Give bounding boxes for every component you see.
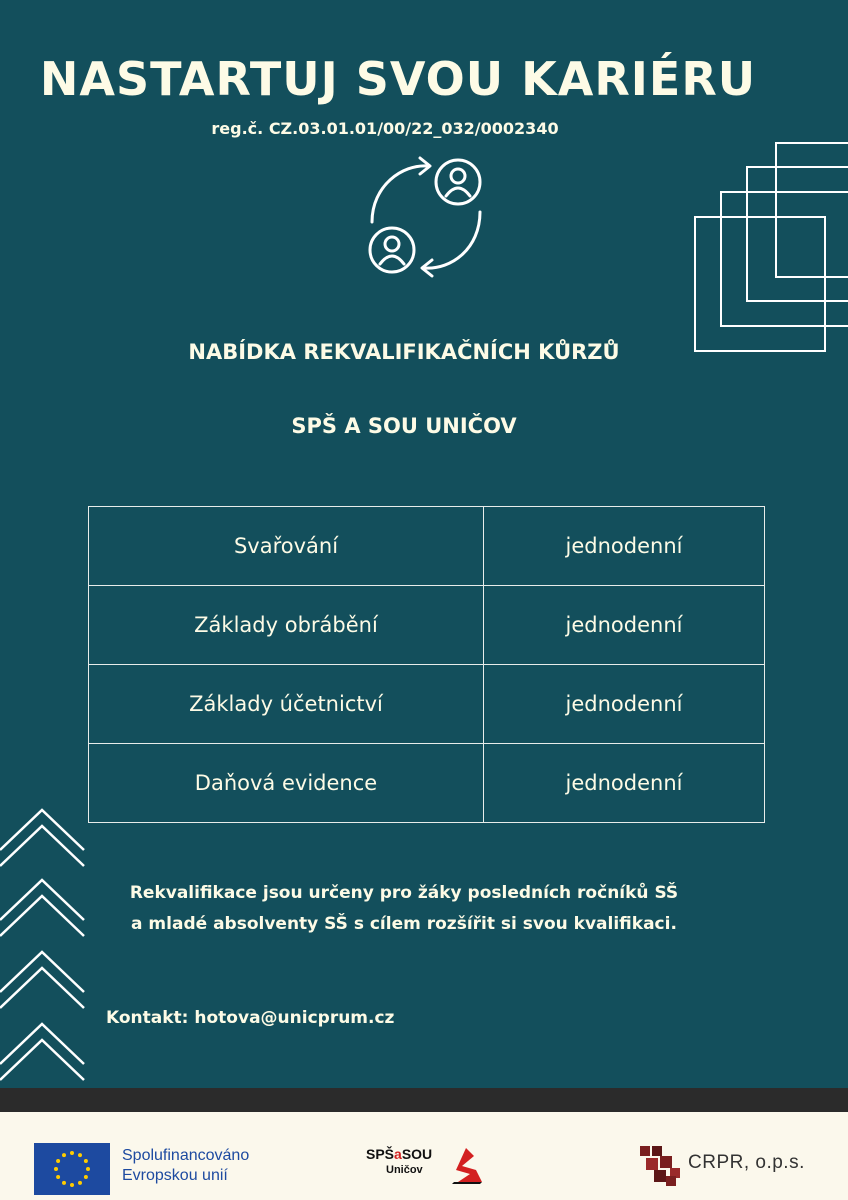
- school-heading: SPŠ A SOU UNIČOV: [291, 414, 517, 438]
- sps-logo-mark-icon: [452, 1148, 484, 1184]
- eu-flag-icon: [34, 1143, 110, 1195]
- course-duration: jednodenní: [484, 586, 765, 665]
- registration-number: reg.č. CZ.03.01.01/00/22_032/0002340: [211, 119, 559, 138]
- eu-star: [84, 1175, 88, 1179]
- page-title: NASTARTUJ SVOU KARIÉRU: [39, 52, 757, 106]
- courses-table: [88, 506, 765, 823]
- people-exchange-icon: [362, 156, 490, 280]
- footer: [0, 1112, 848, 1200]
- table-row: [89, 586, 765, 665]
- sps-logo-city: Uničov: [386, 1164, 423, 1176]
- description-line: Rekvalifikace jsou určeny pro žáky posledních ročníků SŠ: [129, 883, 679, 903]
- eu-star: [62, 1181, 66, 1185]
- course-name: Daňová evidence: [89, 744, 484, 823]
- sps-sou-logo: [366, 1146, 486, 1186]
- eu-star: [56, 1159, 60, 1163]
- eu-star: [78, 1153, 82, 1157]
- description: [0, 878, 808, 940]
- eu-text-line: Spolufinancováno: [122, 1147, 250, 1164]
- eu-star: [54, 1167, 58, 1171]
- offer-heading: NABÍDKA REKVALIFIKAČNÍCH KŮRZŮ: [188, 340, 620, 364]
- course-duration: jednodenní: [484, 744, 765, 823]
- eu-text-line: Evropskou unií: [122, 1167, 228, 1184]
- divider-bar: [0, 1088, 848, 1112]
- sps-logo-name: SPŠaSOU: [366, 1146, 433, 1162]
- eu-star: [78, 1181, 82, 1185]
- course-name: Svařování: [89, 507, 484, 586]
- contact-email: Kontakt: hotova@unicprum.cz: [106, 1008, 395, 1028]
- table-row: [89, 665, 765, 744]
- table-row: [89, 744, 765, 823]
- course-duration: jednodenní: [484, 507, 765, 586]
- eu-star: [84, 1159, 88, 1163]
- course-name: Základy účetnictví: [89, 665, 484, 744]
- crpr-logo-icon: [640, 1146, 686, 1186]
- table-row: [89, 507, 765, 586]
- course-name: Základy obrábění: [89, 586, 484, 665]
- decorative-chevrons: [0, 808, 90, 1088]
- course-duration: jednodenní: [484, 665, 765, 744]
- description-line: a mladé absolventy SŠ s cílem rozšířit si svou kvalifikaci.: [131, 914, 677, 934]
- eu-star: [62, 1153, 66, 1157]
- eu-star: [56, 1175, 60, 1179]
- crpr-name: CRPR, o.p.s.: [688, 1152, 805, 1173]
- eu-cofinanced-text: [122, 1146, 249, 1186]
- eu-star: [70, 1183, 74, 1187]
- decorative-squares: [692, 140, 848, 356]
- eu-star: [86, 1167, 90, 1171]
- eu-star: [70, 1151, 74, 1155]
